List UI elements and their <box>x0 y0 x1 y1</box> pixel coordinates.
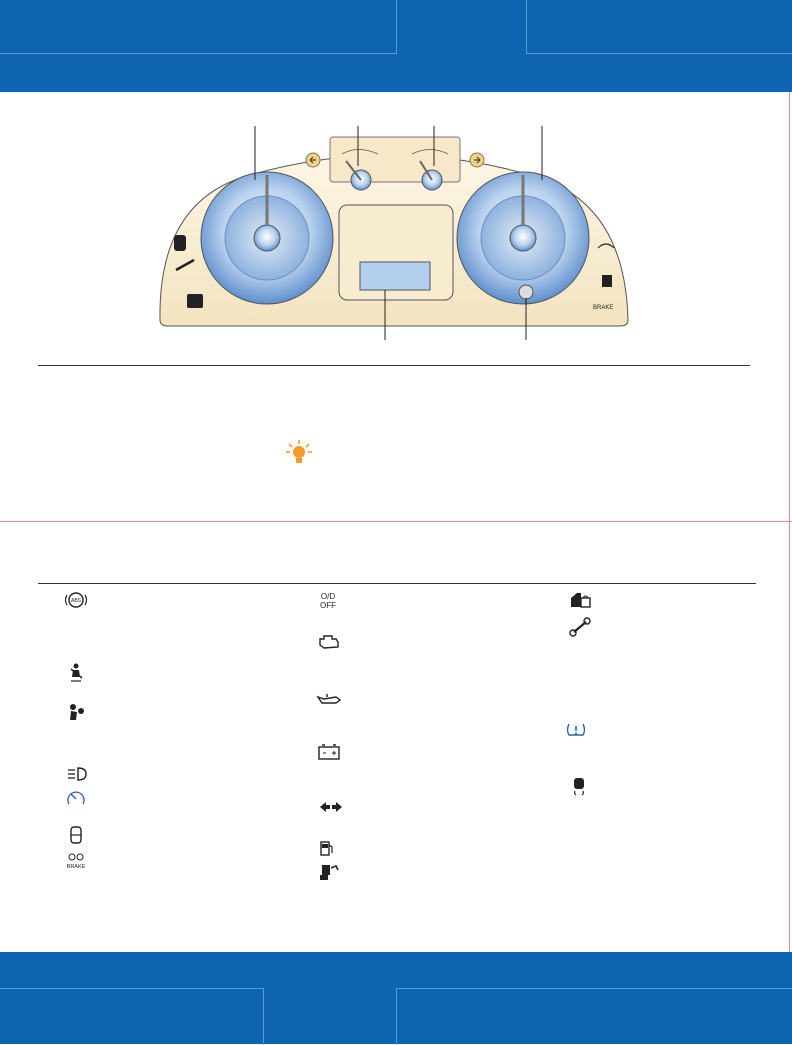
wrench-icon <box>568 617 594 637</box>
speed-control-icon <box>63 788 89 808</box>
svg-text:BRAKE: BRAKE <box>66 864 86 870</box>
airbag-icon <box>63 703 89 723</box>
battery-icon <box>316 742 342 762</box>
tire-pressure-icon <box>563 720 589 740</box>
anti-theft-icon <box>568 590 594 610</box>
footer-tab-left <box>0 988 264 1045</box>
seatbelt-icon <box>63 663 89 683</box>
svg-text:ABS: ABS <box>70 598 82 604</box>
header-tab-right <box>526 0 792 54</box>
headlamp-icon <box>63 764 89 784</box>
header-tab-left <box>0 0 397 54</box>
engine-icon <box>316 632 342 652</box>
oil-can-icon <box>316 689 342 709</box>
instrument-cluster <box>150 120 640 340</box>
abs-icon <box>63 590 89 610</box>
section-divider <box>0 521 792 522</box>
vehicle-skid-icon <box>316 862 342 882</box>
turn-signal-icon <box>318 797 344 817</box>
cluster-drawing <box>150 120 640 340</box>
brake-icon <box>63 852 89 872</box>
lightbulb-icon <box>286 439 312 467</box>
od-off-text: O/D OFF <box>320 592 336 610</box>
traction-icon <box>566 776 592 796</box>
footer-tab-right <box>396 988 792 1045</box>
fuel-pump-icon <box>314 838 340 858</box>
brake-label: BRAKE <box>593 305 614 311</box>
divider-table <box>38 583 756 584</box>
page-edge-line <box>789 92 790 952</box>
footer-band <box>0 952 792 1044</box>
divider-top <box>38 365 750 366</box>
header-band <box>0 0 792 92</box>
door-ajar-icon <box>63 825 89 845</box>
